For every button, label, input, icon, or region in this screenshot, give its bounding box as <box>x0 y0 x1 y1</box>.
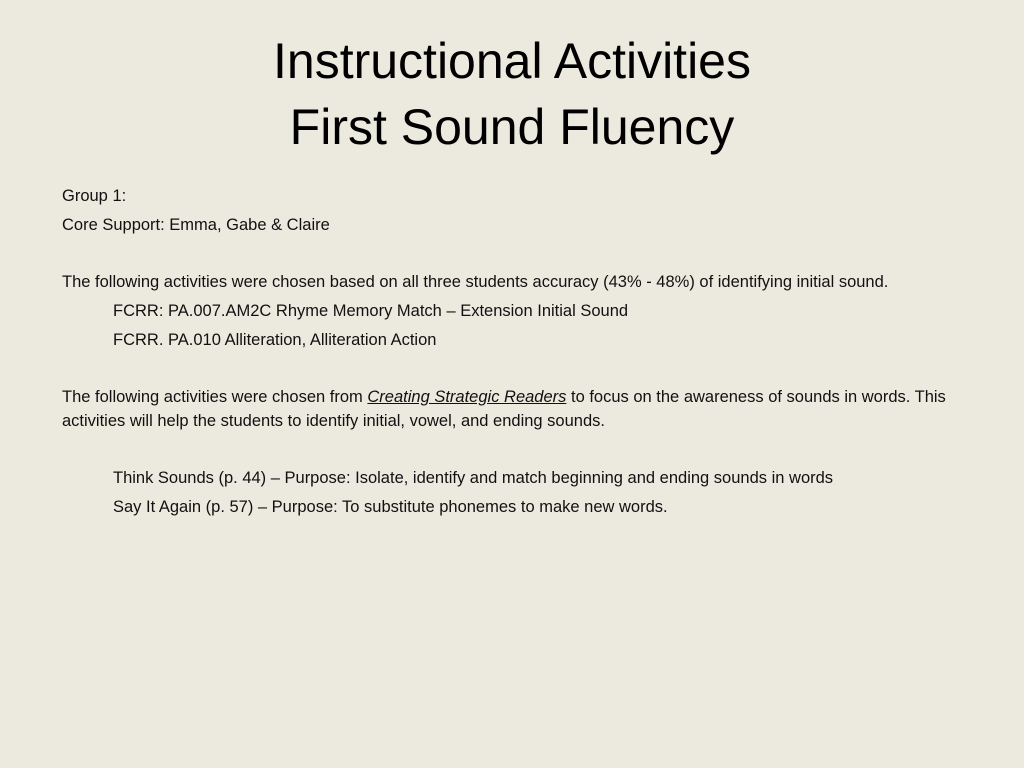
accuracy-paragraph: The following activities were chosen based on all three students accuracy (43% - 48%) of identifying initial sound. <box>62 273 889 291</box>
strategic-readers-paragraph <box>62 385 952 433</box>
group-label: Group 1: <box>62 187 127 205</box>
activity-item-2: Say It Again (p. 57) – Purpose: To substitute phonemes to make new words. <box>113 498 668 516</box>
fcrr-item-2: FCRR. PA.010 Alliteration, Alliteration Action <box>113 331 437 349</box>
slide-title <box>0 28 1024 160</box>
title-line-2: First Sound Fluency <box>289 99 735 155</box>
book-title: Creating Strategic Readers <box>367 388 567 406</box>
activity-item-1: Think Sounds (p. 44) – Purpose: Isolate, identify and match beginning and ending sounds in words <box>113 469 834 487</box>
paragraph-text-end: to focus on the awareness of sounds in words. This activities will help the students to identify initial, vowel, and ending sounds. <box>62 388 946 430</box>
paragraph-text-start: The following activities were chosen from <box>62 388 368 406</box>
core-support-line: Core Support: Emma, Gabe & Claire <box>62 216 330 234</box>
slide-content <box>62 184 952 519</box>
title-line-1: Instructional Activities <box>273 33 751 89</box>
fcrr-item-1: FCRR: PA.007.AM2C Rhyme Memory Match – Extension Initial Sound <box>113 302 629 320</box>
